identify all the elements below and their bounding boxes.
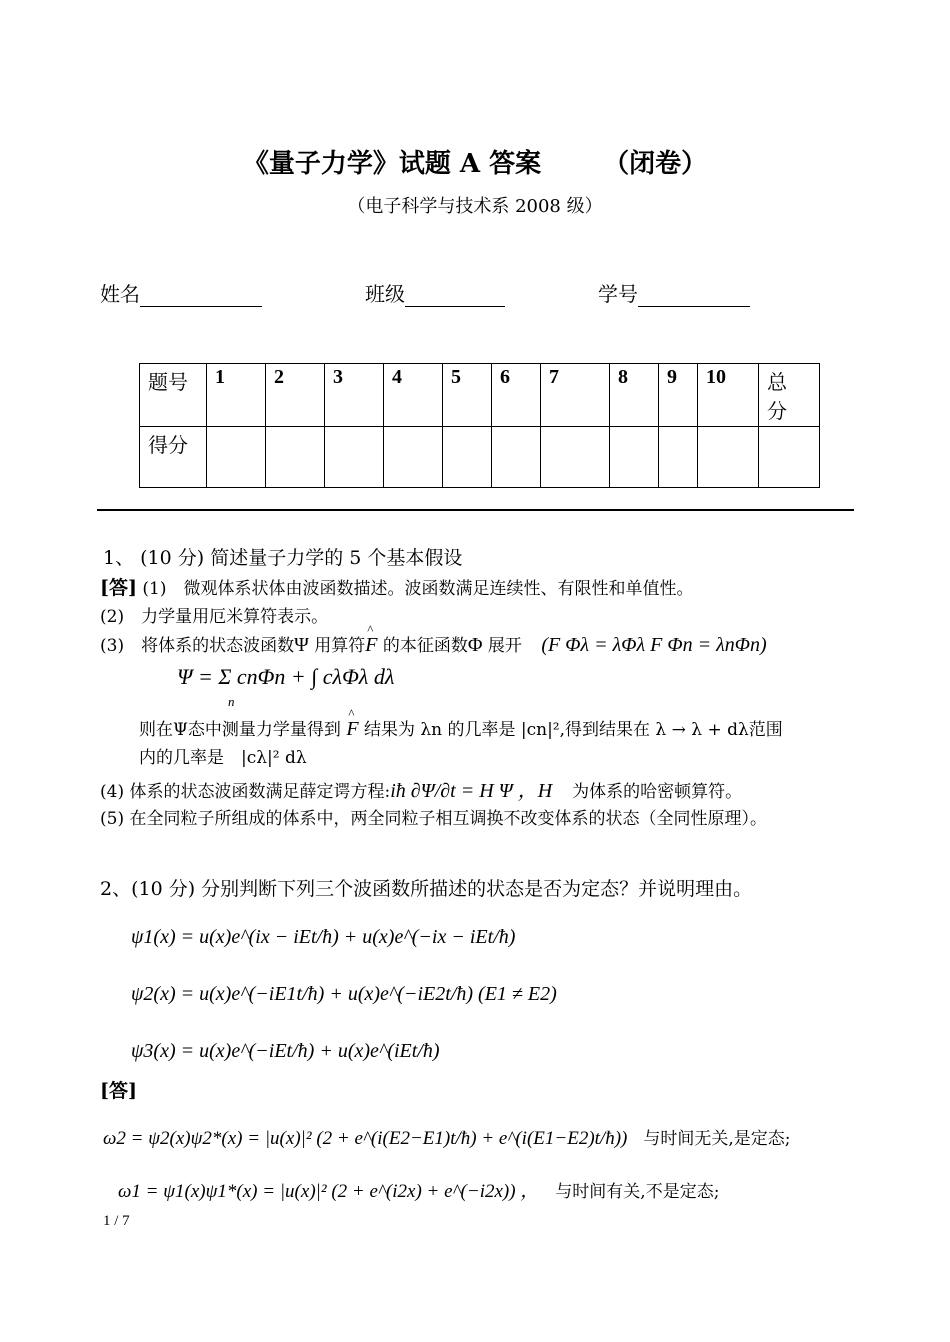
schrodinger-equation: iħ ∂Ψ/∂t = H Ψ ，H (390, 780, 553, 802)
score-cell[interactable] (266, 427, 325, 488)
eigen-equation: (F Φλ = λΦλ F Φn = λnΦn) (541, 634, 767, 656)
total-score-cell[interactable] (759, 427, 820, 488)
question-number: 4 (384, 364, 443, 427)
omega2-note: 与时间无关,是定态; (643, 1129, 791, 1149)
p3-text-a: (3) 将体系的状态波函数 (100, 636, 295, 656)
title-text: 《量子力学》试题 A 答案 (242, 149, 542, 179)
p3-text-b: 用算符 (314, 636, 366, 656)
score-cell[interactable] (325, 427, 384, 488)
q1-postulate-5: (5) 在全同粒子所组成的体系中，两全同粒子相互调换不改变体系的状态（全同性原理）。 (100, 809, 767, 829)
score-table (139, 363, 820, 488)
omega2-line (103, 1124, 791, 1150)
q1-postulate-3: (3) 将体系的状态波函数Ψ 用算符^ F 的本征函数Φ 展开 (F Φλ = λΦλ F Φn = λnΦn) (100, 631, 767, 657)
name-label: 姓名 (100, 282, 140, 306)
total-label-top: 总 (767, 370, 787, 394)
class-blank (405, 284, 505, 307)
q1-postulate-4 (100, 774, 742, 803)
id-field (598, 278, 750, 307)
psi2-formula: ψ2(x) = u(x)e^(−iE1t/ħ) + u(x)e^(−iE2t/ħ) (E1 ≠ E2) (131, 983, 557, 1005)
prob-text-a: 则在Ψ态中测量力学量得到 (139, 720, 341, 740)
total-label-bottom: 分 (767, 399, 787, 423)
class-label: 班级 (365, 282, 405, 306)
score-table-score-row (140, 427, 820, 488)
question-number: 5 (443, 364, 492, 427)
p3-text-d: 展开 (487, 636, 522, 656)
id-blank (638, 284, 750, 307)
question-number: 2 (266, 364, 325, 427)
q2-answer-label: [答] (100, 1080, 137, 1102)
score-cell[interactable] (541, 427, 610, 488)
exam-subtitle: （电子科学与技术系 2008 级） (347, 196, 603, 217)
score-table-header-row (140, 364, 820, 427)
psi1-formula: ψ1(x) = u(x)e^(ix − iEt/ħ) + u(x)e^(−ix − iEt/ħ) (131, 926, 516, 948)
p4-text: (4) 体系的状态波函数满足薛定谔方程: (100, 782, 391, 802)
question-number: 3 (325, 364, 384, 427)
name-blank (140, 284, 262, 307)
score-label: 得分 (140, 427, 207, 488)
page-number: 1 / 7 (103, 1213, 130, 1229)
total-label (759, 364, 820, 427)
sum-index: n (228, 694, 235, 709)
score-cell[interactable] (698, 427, 759, 488)
name-field (100, 278, 262, 307)
score-cell[interactable] (492, 427, 541, 488)
score-cell[interactable] (659, 427, 698, 488)
question-number: 10 (698, 364, 759, 427)
class-field (365, 278, 505, 307)
question-number-label: 题号 (140, 364, 207, 427)
exam-title (0, 143, 950, 180)
omega1-line (118, 1176, 719, 1203)
prob-text-b: 结果为 λn 的几率是 |cn|²,得到结果在 λ → λ + dλ范围 (363, 720, 783, 740)
question-number: 9 (659, 364, 698, 427)
score-cell[interactable] (443, 427, 492, 488)
q1-postulate-1: (1) 微观体系状体由波函数描述。波函数满足连续性、有限性和单值性。 (142, 579, 694, 599)
question-number: 6 (492, 364, 541, 427)
omega2-formula: ω2 = ψ2(x)ψ2*(x) = |u(x)|² (2 + e^(i(E2−E1)t/ħ) + e^(i(E1−E2)t/ħ)) (103, 1128, 628, 1149)
q1-title: 1、 (10 分) 简述量子力学的 5 个基本假设 (103, 547, 463, 569)
score-cell[interactable] (384, 427, 443, 488)
q1-answer-line1 (100, 573, 693, 600)
prob-line-2: 内的几率是 |cλ|² dλ (139, 748, 307, 768)
q2-title: 2、(10 分) 分别判断下列三个波函数所描述的状态是否为定态？并说明理由。 (100, 878, 753, 900)
omega1-note: 与时间有关,不是定态; (555, 1182, 720, 1202)
id-label: 学号 (598, 282, 638, 306)
expansion-formula: Ψ = Σ cnΦn + ∫ cλΦλ dλ (177, 664, 395, 689)
score-cell[interactable] (610, 427, 659, 488)
question-number: 7 (541, 364, 610, 427)
q1-answer-label: [答] (100, 577, 137, 599)
prob-line-1: 则在Ψ态中测量力学量得到 ^ F 结果为 λn 的几率是 |cn|²,得到结果在 λ → λ + dλ范围 (139, 715, 783, 741)
p3-text-c: 的本征函数 (382, 636, 468, 656)
omega1-formula: ω1 = ψ1(x)ψ1*(x) = |u(x)|² (2 + e^(i2x) + e^(−i2x)) ， (118, 1181, 540, 1202)
psi3-formula: ψ3(x) = u(x)e^(−iEt/ħ) + u(x)e^(iEt/ħ) (131, 1040, 440, 1062)
score-cell[interactable] (207, 427, 266, 488)
divider (97, 509, 854, 511)
question-number: 1 (207, 364, 266, 427)
p4-text-b: 为体系的哈密顿算符。 (572, 782, 743, 802)
closed-book-label: （闭卷） (603, 149, 708, 179)
q1-postulate-2: (2) 力学量用厄米算符表示。 (100, 607, 329, 627)
question-number: 8 (610, 364, 659, 427)
